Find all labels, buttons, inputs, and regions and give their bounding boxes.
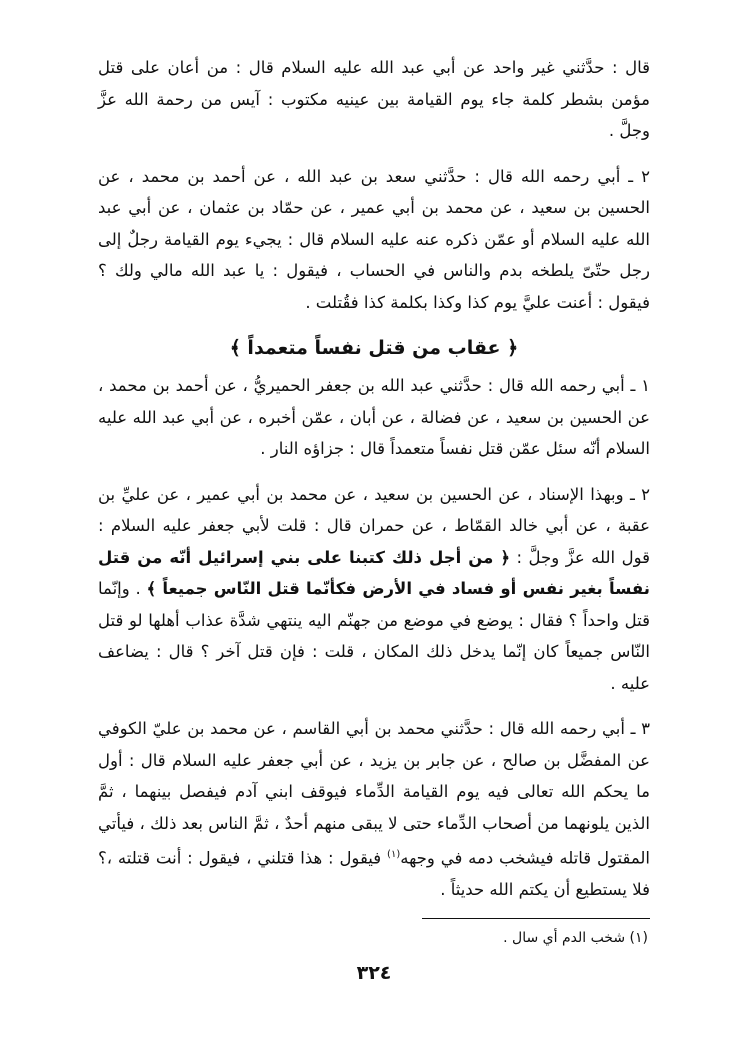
section-3-text-before: ٣ ـ أبي رحمه الله قال : حدَّثني محمد بن أبي القاسم ، عن محمد بن عليّ الكوفي عن المفضَّل بن صالح ، عن جابر بن يزيد ، عن أبي جعفر عليه السلام قال : أول ما يحكم الله تعالى فيه يوم القيامة الدِّماء فيوقف ابني آدم فيفصل بينهما ، ثمَّ الذين يلونهما من أصحاب الدِّماء حتى لا يبقى منهم أحدٌ ، ثمَّ الناس بعد ذلك ، فيأتي المقتول قاتله فيشخب دمه في وجهه [98,719,651,868]
section-2-text-after: . وإنّما قتل واحداً ؟ فقال : يوضع في موضع من جهنّم اليه ينتهي شدَّة عذاب أهلها لو قتل النّاس جميعاً كان إنّما يدخل ذلك المكان ، قلت : فإن قتل آخر ؟ قال : يضاعف عليه . [98,579,650,693]
page-number: ٣٢٤ [356,962,392,984]
section-heading: ﴿ عقاب من قتل نفساً متعمداً ﴾ [229,337,519,359]
paragraph-intro: قال : حدَّثني غير واحد عن أبي عبد الله عليه السلام قال : من أعان على قتل مؤمن بشطر كلمة جاء يوم القيامة بين عينيه مكتوب : آيس من رحمة الله عزَّ وجلَّ . [98,58,650,140]
quran-verse: ﴿ من أجل ذلك كتبنا على بني إسرائيل أنّه من قتل نفساً بغير نفس أو فساد في الأرض فكأنّما قتل النّاس جميعاً ﴾ [98,547,651,598]
paragraph-section-2 [98,479,650,700]
section-3-text-after: فيقول : هذا قتلني ، فيقول : أنت قتلته ،؟ فلا يستطيع أن يكتم الله حديثاً . [98,848,650,899]
footnote-marker: (١) [387,849,401,860]
footnote-divider [422,918,650,919]
section-2-text-before: ٢ ـ وبهذا الإسناد ، عن الحسين بن سعيد ، عن محمد بن أبي عمير ، عن عليِّ بن عقبة ، عن أبي خالد القمّاط ، عن حمران قال : قلت لأبي جعفر عليه السلام : قول الله عزَّ وجلَّ : [98,484,650,567]
paragraph-section-3 [98,713,650,906]
paragraph-hadith-2: ٢ ـ أبي رحمه الله قال : حدَّثني سعد بن عبد الله ، عن أحمد بن محمد ، عن الحسين بن سعيد ، عن محمد بن أبي عمير ، عن حمّاد بن عثمان ، عن أبي عبد الله عليه السلام أو عمّن ذكره عنه عليه السلام قال : يجيء يوم القيامة رجلٌ إلى رجل حتّىّ يلطخه بدم والناس في الحساب ، فيقول : يا عبد الله مالي ولك ؟ فيقول : أعنت عليَّ يوم كذا وكذا بكلمة كذا فقُتلت . [98,166,650,312]
page-body [98,52,650,906]
footnote: (١) شخب الدم أي سال . [503,930,648,946]
paragraph-section-1: ١ ـ أبي رحمه الله قال : حدَّثني عبد الله بن جعفر الحميريُّ ، عن أحمد بن محمد ، عن الحسين بن سعيد ، عن فضالة ، عن أبان ، عمّن أخبره ، عن أبي عبد الله عليه السلام أنّه سئل عمّن قتل نفساً متعمداً قال : جزاؤه النار . [98,376,650,458]
